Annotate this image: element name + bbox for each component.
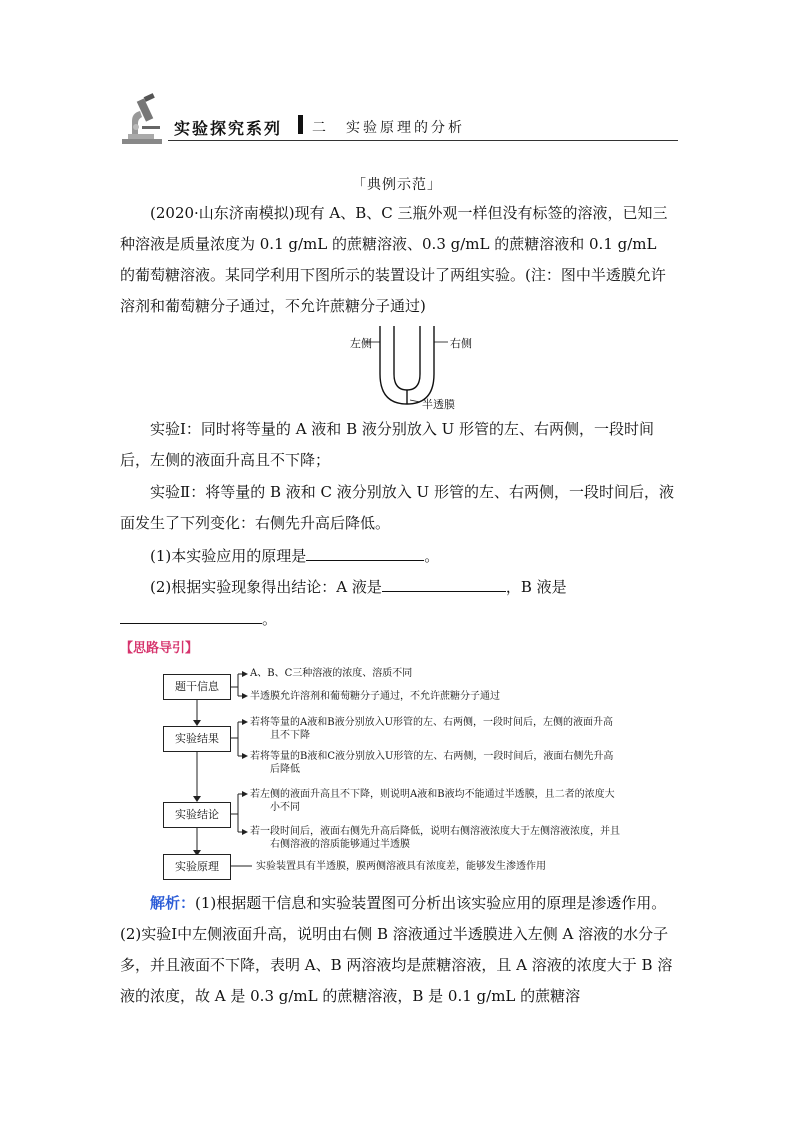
note-result-1 [250, 716, 613, 742]
section-subtitle: 二 实验原理的分析 [312, 120, 465, 136]
question-1 [120, 540, 676, 572]
note-principle: 实验装置具有半透膜，膜两侧溶液具有浓度差，能够发生渗透作用 [256, 861, 546, 872]
note-conclusion-2-line2: 右侧溶液的溶质能够通过半透膜 [270, 839, 410, 850]
membrane-label: 半透膜 [422, 398, 455, 411]
page-header [118, 93, 678, 149]
note-info-1: A、B、C三种溶液的浓度、溶质不同 [250, 668, 413, 679]
problem-stem [120, 198, 676, 322]
note-result-2 [250, 750, 613, 776]
question-2-text: (2)根据实验现象得出结论：A 液是 [150, 578, 382, 596]
question-2-mid: ，B 液是 [505, 578, 567, 596]
section-title: 「典例示范」 [352, 177, 442, 193]
microscope-icon [118, 93, 170, 149]
answer-blank-2a[interactable] [382, 571, 506, 592]
answer-blank-2b[interactable] [120, 603, 262, 624]
left-side-label: 左侧 [350, 337, 372, 350]
note-conclusion-2 [250, 825, 620, 851]
u-tube-figure [330, 322, 480, 412]
title-separator [298, 115, 303, 134]
question-2-end: 。 [262, 610, 278, 628]
note-conclusion-1 [250, 788, 615, 814]
header-rule [168, 140, 678, 141]
answer-blank-1[interactable] [306, 540, 424, 561]
right-side-label: 右侧 [450, 337, 472, 350]
flow-box-info: 题干信息 [163, 674, 231, 700]
flow-box-result: 实验结果 [163, 726, 231, 752]
analysis-text: (1)根据题干信息和实验装置图可分析出该实验应用的原理是渗透作用。(2)实验Ⅰ中左侧液面升高，说明由右侧 B 溶液通过半透膜进入左侧 A 溶液的水分子多，并且液面不下降，表明 A、B 两溶液均是蔗糖溶液，且 A 溶液的浓度大于 B 溶液的浓度，故 A 是 0.3 g/mL 的蔗糖溶液，B 是 0.1 g/mL 的蔗糖溶 [120, 894, 673, 1005]
experiment-2: 实验Ⅱ：将等量的 B 液和 C 液分别放入 U 形管的左、右两侧，一段时间后，液面发生了下列变化：右侧先升高后降低。 [120, 483, 674, 532]
analysis-label: 解析： [150, 894, 196, 912]
flow-box-conclusion: 实验结论 [163, 802, 231, 828]
question-2 [120, 571, 676, 635]
experiment-1: 实验Ⅰ：同时将等量的 A 液和 B 液分别放入 U 形管的左、右两侧，一段时间后，左侧的液面升高且不下降； [120, 420, 655, 469]
note-conclusion-2-line1: 若一段时间后，液面右侧先升高后降低，说明右侧溶液浓度大于左侧溶液浓度，并且 [250, 826, 620, 837]
guide-label: 【思路导引】 [120, 641, 199, 656]
analysis-paragraph [120, 888, 676, 1012]
thinking-flowchart [160, 660, 690, 880]
note-result-2-line1: 若将等量的B液和C液分别放入U形管的左、右两侧，一段时间后，液面右侧先升高 [250, 751, 614, 762]
problem-source: (2020·山东济南模拟) [150, 204, 295, 222]
note-info-2: 半透膜允许溶剂和葡萄糖分子通过，不允许蔗糖分子通过 [250, 691, 500, 702]
note-conclusion-1-line2: 小不同 [270, 802, 300, 813]
note-result-2-line2: 后降低 [270, 764, 300, 775]
note-conclusion-1-line1: 若左侧的液面升高且不下降，则说明A液和B液均不能通过半透膜，且二者的浓度大 [250, 789, 615, 800]
flow-box-principle: 实验原理 [163, 854, 231, 880]
note-result-1-line1: 若将等量的A液和B液分别放入U形管的左、右两侧，一段时间后，左侧的液面升高 [250, 717, 613, 728]
note-result-1-line2: 且不下降 [270, 730, 310, 741]
question-1-text: (1)本实验应用的原理是 [150, 547, 307, 565]
problem-intro: 现有 A、B、C 三瓶外观一样但没有标签的溶液，已知三种溶液是质量浓度为 0.1 g/mL 的蔗糖溶液、0.3 g/mL 的蔗糖溶液和 0.1 g/mL 的葡萄糖溶液。某同学利用下图所示的装置设计了两组实验。(注：图中半透膜允许溶剂和葡萄糖分子通过，不允许蔗糖分子通过) [120, 204, 668, 315]
series-title: 实验探究系列 [174, 119, 283, 138]
question-1-end: 。 [424, 547, 440, 565]
